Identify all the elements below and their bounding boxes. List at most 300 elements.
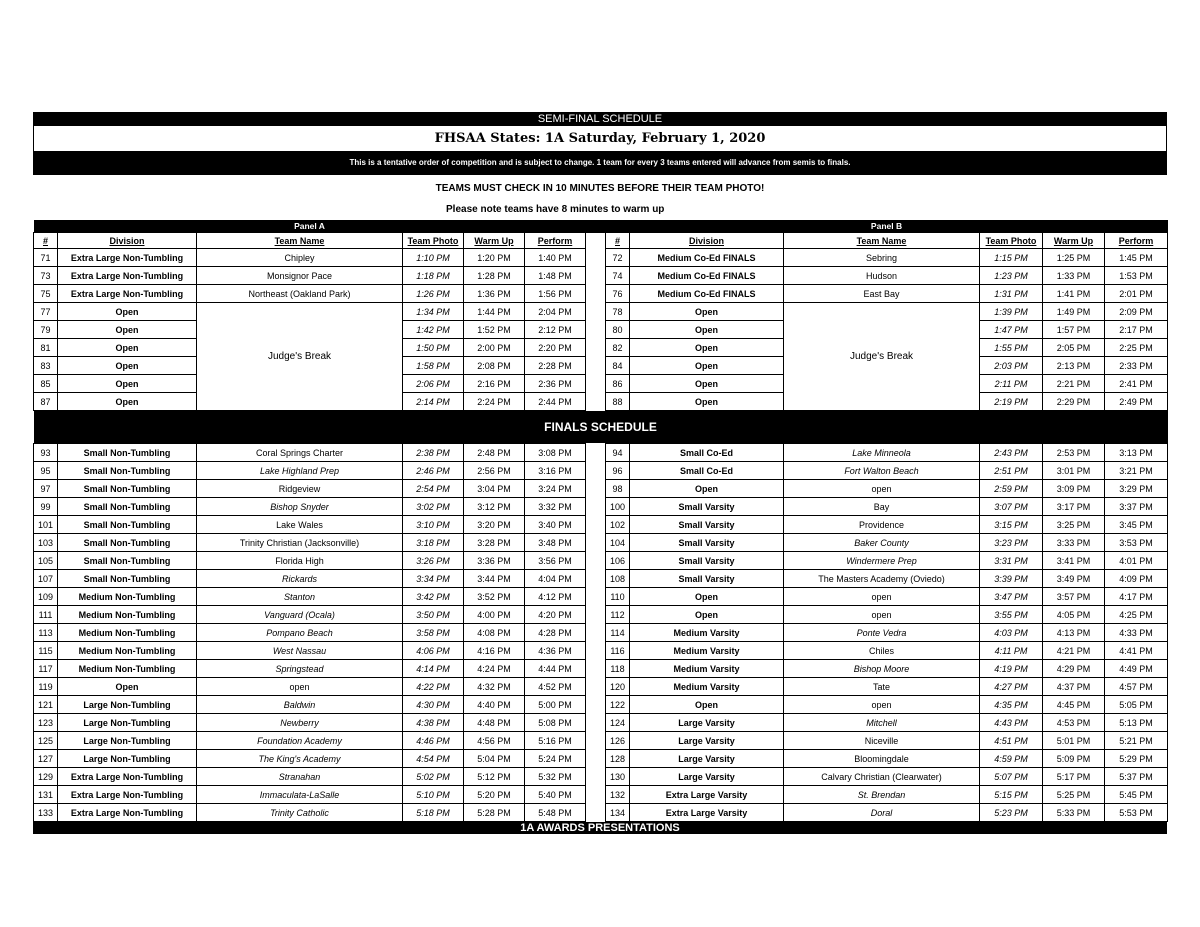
team-photo: 1:23 PM	[980, 267, 1043, 285]
warm-up: 4:48 PM	[464, 714, 525, 732]
table-row	[34, 552, 1168, 570]
perform: 3:45 PM	[1105, 516, 1168, 534]
team-photo: 4:14 PM	[403, 660, 464, 678]
team-name: Bishop Snyder	[197, 498, 403, 516]
division: Medium Non-Tumbling	[58, 606, 197, 624]
team-photo: 2:59 PM	[980, 480, 1043, 498]
perform: 5:00 PM	[525, 696, 586, 714]
team-name: open	[784, 606, 980, 624]
num: 108	[606, 570, 630, 588]
division: Open	[58, 375, 197, 393]
num: 87	[34, 393, 58, 411]
warm-up: 1:20 PM	[464, 249, 525, 267]
team-name: Providence	[784, 516, 980, 534]
team-photo: 4:43 PM	[980, 714, 1043, 732]
num: 118	[606, 660, 630, 678]
team-photo: 1:55 PM	[980, 339, 1043, 357]
warm-up: 1:57 PM	[1043, 321, 1105, 339]
team-photo: 1:34 PM	[403, 303, 464, 321]
warm-up: 5:25 PM	[1043, 786, 1105, 804]
perform: 4:41 PM	[1105, 642, 1168, 660]
perform: 2:20 PM	[525, 339, 586, 357]
team-photo: 2:43 PM	[980, 444, 1043, 462]
warm-up: 4:05 PM	[1043, 606, 1105, 624]
division: Open	[630, 375, 784, 393]
division: Medium Co-Ed FINALS	[630, 249, 784, 267]
division: Open	[58, 678, 197, 696]
warm-up: 4:53 PM	[1043, 714, 1105, 732]
team-photo: 4:35 PM	[980, 696, 1043, 714]
division: Medium Varsity	[630, 678, 784, 696]
table-row	[34, 444, 1168, 462]
team-photo: 2:03 PM	[980, 357, 1043, 375]
team-photo: 3:47 PM	[980, 588, 1043, 606]
table-row	[34, 570, 1168, 588]
col-header-a-team-photo: Team Photo	[403, 233, 464, 249]
table-row	[34, 516, 1168, 534]
panel-gap	[586, 678, 606, 696]
panel-gap	[586, 696, 606, 714]
warm-up: 3:04 PM	[464, 480, 525, 498]
perform: 3:13 PM	[1105, 444, 1168, 462]
division: Open	[58, 339, 197, 357]
division: Large Non-Tumbling	[58, 732, 197, 750]
team-photo: 4:38 PM	[403, 714, 464, 732]
warm-up: 1:25 PM	[1043, 249, 1105, 267]
panel-gap	[586, 267, 606, 285]
warm-up: 2:00 PM	[464, 339, 525, 357]
division: Small Non-Tumbling	[58, 552, 197, 570]
warm-up: 4:56 PM	[464, 732, 525, 750]
perform: 1:53 PM	[1105, 267, 1168, 285]
perform: 3:56 PM	[525, 552, 586, 570]
perform: 1:56 PM	[525, 285, 586, 303]
column-header-row	[34, 233, 1168, 249]
schedule-table	[33, 220, 1168, 822]
warm-up: 5:33 PM	[1043, 804, 1105, 822]
panel-gap	[586, 249, 606, 267]
table-row	[34, 606, 1168, 624]
warm-up: 3:36 PM	[464, 552, 525, 570]
col-header-b-perform: Perform	[1105, 233, 1168, 249]
division: Large Varsity	[630, 732, 784, 750]
perform: 2:12 PM	[525, 321, 586, 339]
division: Small Non-Tumbling	[58, 534, 197, 552]
num: 104	[606, 534, 630, 552]
panel-gap	[586, 444, 606, 462]
team-photo: 3:39 PM	[980, 570, 1043, 588]
division: Small Varsity	[630, 570, 784, 588]
table-row	[34, 660, 1168, 678]
panel-gap	[586, 768, 606, 786]
team-photo: 3:15 PM	[980, 516, 1043, 534]
warm-up: 4:16 PM	[464, 642, 525, 660]
division: Extra Large Non-Tumbling	[58, 768, 197, 786]
num: 97	[34, 480, 58, 498]
team-name: Springstead	[197, 660, 403, 678]
perform: 5:37 PM	[1105, 768, 1168, 786]
team-name: The Masters Academy (Oviedo)	[784, 570, 980, 588]
table-row	[34, 480, 1168, 498]
num: 95	[34, 462, 58, 480]
perform: 3:29 PM	[1105, 480, 1168, 498]
team-name: Pompano Beach	[197, 624, 403, 642]
num: 117	[34, 660, 58, 678]
warm-up: 2:05 PM	[1043, 339, 1105, 357]
perform: 5:53 PM	[1105, 804, 1168, 822]
perform: 1:45 PM	[1105, 249, 1168, 267]
team-photo: 3:23 PM	[980, 534, 1043, 552]
team-photo: 2:38 PM	[403, 444, 464, 462]
team-name: open	[784, 588, 980, 606]
col-header-a-warm-up: Warm Up	[464, 233, 525, 249]
perform: 5:32 PM	[525, 768, 586, 786]
warm-up: 1:41 PM	[1043, 285, 1105, 303]
warmup-notice: Please note teams have 8 minutes to warm up	[446, 204, 665, 215]
team-name: St. Brendan	[784, 786, 980, 804]
perform: 2:01 PM	[1105, 285, 1168, 303]
team-photo: 3:10 PM	[403, 516, 464, 534]
team-name: Baker County	[784, 534, 980, 552]
states-title: FHSAA States: 1A Saturday, February 1, 2020	[33, 126, 1167, 151]
panel-gap	[586, 714, 606, 732]
table-row	[34, 768, 1168, 786]
team-name: West Nassau	[197, 642, 403, 660]
team-photo: 1:50 PM	[403, 339, 464, 357]
team-photo: 4:30 PM	[403, 696, 464, 714]
team-name: Monsignor Pace	[197, 267, 403, 285]
perform: 2:49 PM	[1105, 393, 1168, 411]
team-photo: 3:34 PM	[403, 570, 464, 588]
panel-b-label: Panel B	[606, 220, 1168, 233]
num: 99	[34, 498, 58, 516]
perform: 2:09 PM	[1105, 303, 1168, 321]
team-name: Northeast (Oakland Park)	[197, 285, 403, 303]
perform: 5:13 PM	[1105, 714, 1168, 732]
division: Open	[630, 588, 784, 606]
team-photo: 4:51 PM	[980, 732, 1043, 750]
warm-up: 5:12 PM	[464, 768, 525, 786]
perform: 4:04 PM	[525, 570, 586, 588]
warm-up: 3:49 PM	[1043, 570, 1105, 588]
team-name: Ponte Vedra	[784, 624, 980, 642]
team-name: Stanton	[197, 588, 403, 606]
division: Medium Non-Tumbling	[58, 624, 197, 642]
num: 128	[606, 750, 630, 768]
perform: 5:16 PM	[525, 732, 586, 750]
perform: 3:21 PM	[1105, 462, 1168, 480]
panel-a-label: Panel A	[34, 220, 586, 233]
num: 119	[34, 678, 58, 696]
num: 88	[606, 393, 630, 411]
team-photo: 3:18 PM	[403, 534, 464, 552]
table-row	[34, 642, 1168, 660]
panel-gap	[586, 660, 606, 678]
division: Medium Varsity	[630, 642, 784, 660]
panel-gap	[586, 516, 606, 534]
team-name: Vanguard (Ocala)	[197, 606, 403, 624]
warm-up: 4:13 PM	[1043, 624, 1105, 642]
warm-up: 5:20 PM	[464, 786, 525, 804]
panel-gap	[586, 285, 606, 303]
perform: 2:25 PM	[1105, 339, 1168, 357]
panel-gap	[586, 534, 606, 552]
division: Small Varsity	[630, 552, 784, 570]
table-row	[34, 249, 1168, 267]
num: 124	[606, 714, 630, 732]
team-name: Newberry	[197, 714, 403, 732]
num: 120	[606, 678, 630, 696]
team-name: Bay	[784, 498, 980, 516]
team-photo: 1:58 PM	[403, 357, 464, 375]
team-photo: 1:39 PM	[980, 303, 1043, 321]
warm-up: 1:36 PM	[464, 285, 525, 303]
team-name: Tate	[784, 678, 980, 696]
team-photo: 1:31 PM	[980, 285, 1043, 303]
division: Small Varsity	[630, 516, 784, 534]
division: Medium Non-Tumbling	[58, 642, 197, 660]
panel-gap	[586, 642, 606, 660]
warm-up: 3:41 PM	[1043, 552, 1105, 570]
warm-up: 5:17 PM	[1043, 768, 1105, 786]
col-header-b-num: #	[606, 233, 630, 249]
division: Open	[630, 606, 784, 624]
num: 132	[606, 786, 630, 804]
col-header-b-warm-up: Warm Up	[1043, 233, 1105, 249]
panel-gap	[586, 375, 606, 393]
division: Small Co-Ed	[630, 462, 784, 480]
team-name: Bishop Moore	[784, 660, 980, 678]
num: 77	[34, 303, 58, 321]
division: Medium Varsity	[630, 624, 784, 642]
division: Extra Large Varsity	[630, 804, 784, 822]
team-photo: 2:06 PM	[403, 375, 464, 393]
team-photo: 4:22 PM	[403, 678, 464, 696]
team-photo: 5:23 PM	[980, 804, 1043, 822]
perform: 4:52 PM	[525, 678, 586, 696]
team-photo: 4:19 PM	[980, 660, 1043, 678]
team-name: Coral Springs Charter	[197, 444, 403, 462]
perform: 1:48 PM	[525, 267, 586, 285]
panel-gap	[586, 786, 606, 804]
panel-gap	[586, 750, 606, 768]
panel-gap	[586, 732, 606, 750]
perform: 3:24 PM	[525, 480, 586, 498]
team-photo: 2:11 PM	[980, 375, 1043, 393]
team-photo: 1:26 PM	[403, 285, 464, 303]
team-photo: 5:02 PM	[403, 768, 464, 786]
team-photo: 3:50 PM	[403, 606, 464, 624]
team-photo: 2:14 PM	[403, 393, 464, 411]
team-photo: 1:10 PM	[403, 249, 464, 267]
division: Extra Large Non-Tumbling	[58, 285, 197, 303]
panel-gap	[586, 498, 606, 516]
warm-up: 2:08 PM	[464, 357, 525, 375]
schedule-sheet	[33, 112, 1167, 834]
warm-up: 5:04 PM	[464, 750, 525, 768]
checkin-notice: TEAMS MUST CHECK IN 10 MINUTES BEFORE THEIR TEAM PHOTO!	[435, 183, 765, 194]
warm-up: 2:24 PM	[464, 393, 525, 411]
team-photo: 3:07 PM	[980, 498, 1043, 516]
warm-up: 1:52 PM	[464, 321, 525, 339]
warm-up: 4:21 PM	[1043, 642, 1105, 660]
division: Medium Non-Tumbling	[58, 588, 197, 606]
warm-up: 3:44 PM	[464, 570, 525, 588]
team-name: East Bay	[784, 285, 980, 303]
warm-up: 2:56 PM	[464, 462, 525, 480]
warm-up: 1:49 PM	[1043, 303, 1105, 321]
table-row	[34, 804, 1168, 822]
team-photo: 3:55 PM	[980, 606, 1043, 624]
team-photo: 1:47 PM	[980, 321, 1043, 339]
num: 112	[606, 606, 630, 624]
num: 130	[606, 768, 630, 786]
team-photo: 5:10 PM	[403, 786, 464, 804]
division: Extra Large Non-Tumbling	[58, 786, 197, 804]
perform: 2:44 PM	[525, 393, 586, 411]
division: Small Co-Ed	[630, 444, 784, 462]
warm-up: 5:09 PM	[1043, 750, 1105, 768]
division: Open	[630, 357, 784, 375]
num: 103	[34, 534, 58, 552]
perform: 4:12 PM	[525, 588, 586, 606]
perform: 5:45 PM	[1105, 786, 1168, 804]
table-row	[34, 732, 1168, 750]
num: 121	[34, 696, 58, 714]
division: Small Non-Tumbling	[58, 444, 197, 462]
division: Medium Non-Tumbling	[58, 660, 197, 678]
team-photo: 2:51 PM	[980, 462, 1043, 480]
team-name: Lake Highland Prep	[197, 462, 403, 480]
num: 74	[606, 267, 630, 285]
finals-title-row	[34, 411, 1168, 444]
division: Large Non-Tumbling	[58, 714, 197, 732]
warm-up: 4:24 PM	[464, 660, 525, 678]
team-name: Foundation Academy	[197, 732, 403, 750]
perform: 5:24 PM	[525, 750, 586, 768]
perform: 5:08 PM	[525, 714, 586, 732]
num: 79	[34, 321, 58, 339]
division: Extra Large Varsity	[630, 786, 784, 804]
perform: 3:40 PM	[525, 516, 586, 534]
team-name: Trinity Catholic	[197, 804, 403, 822]
num: 85	[34, 375, 58, 393]
warm-up: 4:45 PM	[1043, 696, 1105, 714]
table-row	[34, 303, 1168, 321]
perform: 5:21 PM	[1105, 732, 1168, 750]
division: Large Non-Tumbling	[58, 696, 197, 714]
division: Open	[58, 303, 197, 321]
team-name: Calvary Christian (Clearwater)	[784, 768, 980, 786]
perform: 3:48 PM	[525, 534, 586, 552]
perform: 4:33 PM	[1105, 624, 1168, 642]
panel-gap	[586, 570, 606, 588]
table-row	[34, 678, 1168, 696]
perform: 2:28 PM	[525, 357, 586, 375]
panel-gap	[586, 321, 606, 339]
num: 110	[606, 588, 630, 606]
table-row	[34, 624, 1168, 642]
panel-gap	[586, 624, 606, 642]
division: Extra Large Non-Tumbling	[58, 267, 197, 285]
num: 93	[34, 444, 58, 462]
perform: 1:40 PM	[525, 249, 586, 267]
table-row	[34, 696, 1168, 714]
team-photo: 5:18 PM	[403, 804, 464, 822]
team-name: Mitchell	[784, 714, 980, 732]
num: 131	[34, 786, 58, 804]
num: 78	[606, 303, 630, 321]
team-photo: 4:27 PM	[980, 678, 1043, 696]
division: Large Varsity	[630, 714, 784, 732]
team-name: Chipley	[197, 249, 403, 267]
num: 98	[606, 480, 630, 498]
team-photo: 4:06 PM	[403, 642, 464, 660]
num: 133	[34, 804, 58, 822]
col-header-a-num: #	[34, 233, 58, 249]
warm-up: 2:48 PM	[464, 444, 525, 462]
team-photo: 4:54 PM	[403, 750, 464, 768]
team-name: Ridgeview	[197, 480, 403, 498]
col-header-b-team-name: Team Name	[784, 233, 980, 249]
division: Medium Co-Ed FINALS	[630, 285, 784, 303]
team-photo: 3:02 PM	[403, 498, 464, 516]
perform: 4:57 PM	[1105, 678, 1168, 696]
perform: 4:28 PM	[525, 624, 586, 642]
warm-up: 3:12 PM	[464, 498, 525, 516]
panel-gap	[586, 804, 606, 822]
warm-up: 5:01 PM	[1043, 732, 1105, 750]
perform: 5:40 PM	[525, 786, 586, 804]
warm-up: 4:00 PM	[464, 606, 525, 624]
tentative-note-bar: This is a tentative order of competition and is subject to change. 1 team for every 3 teams entered will advance from semis to finals.	[33, 151, 1167, 175]
perform: 3:08 PM	[525, 444, 586, 462]
panel-gap	[586, 303, 606, 321]
panel-gap	[586, 588, 606, 606]
team-name: Rickards	[197, 570, 403, 588]
col-header-a-division: Division	[58, 233, 197, 249]
warm-up: 2:21 PM	[1043, 375, 1105, 393]
warm-up: 4:29 PM	[1043, 660, 1105, 678]
warm-up: 3:33 PM	[1043, 534, 1105, 552]
col-header-b-division: Division	[630, 233, 784, 249]
warm-up: 1:28 PM	[464, 267, 525, 285]
team-name: Lake Minneola	[784, 444, 980, 462]
perform: 5:48 PM	[525, 804, 586, 822]
team-photo: 3:31 PM	[980, 552, 1043, 570]
division: Open	[58, 357, 197, 375]
perform: 3:32 PM	[525, 498, 586, 516]
team-name: The King's Academy	[197, 750, 403, 768]
warm-up: 1:44 PM	[464, 303, 525, 321]
col-header-a-team-name: Team Name	[197, 233, 403, 249]
judges-break-a: Judge's Break	[197, 303, 403, 411]
division: Small Varsity	[630, 498, 784, 516]
team-photo: 5:07 PM	[980, 768, 1043, 786]
num: 71	[34, 249, 58, 267]
panel-gap	[586, 552, 606, 570]
team-name: Florida High	[197, 552, 403, 570]
num: 83	[34, 357, 58, 375]
num: 125	[34, 732, 58, 750]
col-header-b-team-photo: Team Photo	[980, 233, 1043, 249]
num: 111	[34, 606, 58, 624]
team-photo: 1:18 PM	[403, 267, 464, 285]
warm-up: 2:53 PM	[1043, 444, 1105, 462]
table-row	[34, 462, 1168, 480]
num: 75	[34, 285, 58, 303]
division: Small Non-Tumbling	[58, 480, 197, 498]
